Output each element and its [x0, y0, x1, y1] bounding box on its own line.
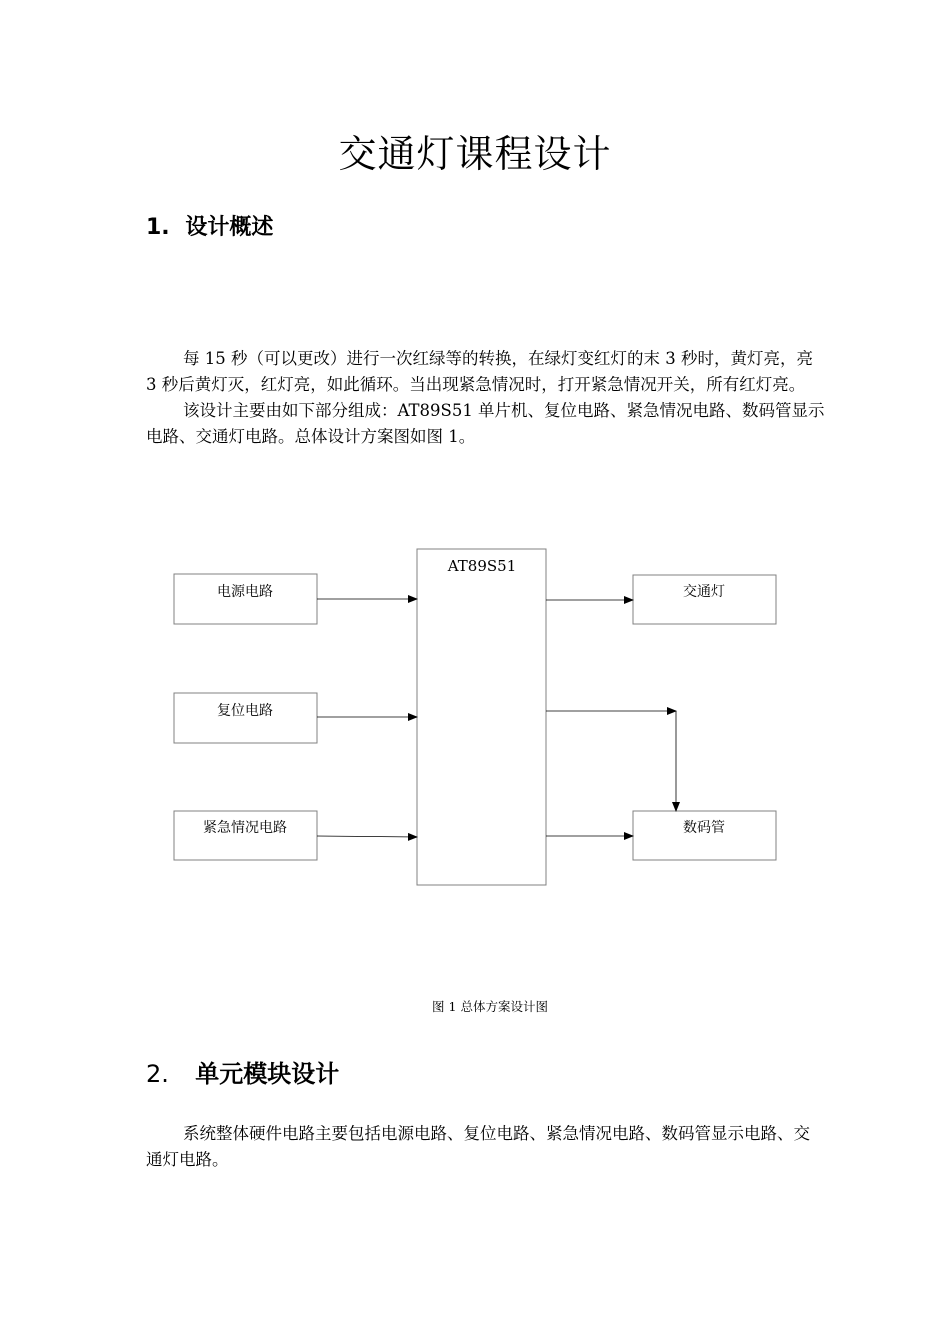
unit-paragraph: 系统整体硬件电路主要包括电源电路、复位电路、紧急情况电路、数码管显示电路、交通灯电路。: [146, 1124, 810, 1169]
emergency-circuit-label: 紧急情况电路: [203, 820, 287, 836]
reset-circuit-label: 复位电路: [217, 703, 273, 719]
figure-caption: 图 1 总体方案设计图: [432, 999, 548, 1014]
digital-tube-label: 数码管: [683, 820, 725, 836]
traffic-light-label: 交通灯: [683, 584, 725, 600]
section-2-heading: [146, 1057, 339, 1091]
section-2-title: 单元模块设计: [195, 1060, 340, 1088]
intro-paragraph-1: 每 15 秒（可以更改）进行一次红绿等的转换，在绿灯变红灯的末 3 秒时，黄灯亮，亮 3 秒后黄灯灭，红灯亮，如此循环。当出现紧急情况时，打开紧急情况开关，所有红灯亮。: [146, 349, 813, 394]
unit-text: [146, 1121, 826, 1173]
power-circuit-label: 电源电路: [217, 584, 273, 600]
section-1-number: 1.: [146, 215, 170, 240]
intro-paragraph-2: 该设计主要由如下部分组成：AT89S51 单片机、复位电路、紧急情况电路、数码管显示电路、交通灯电路。总体设计方案图如图 1。: [146, 401, 825, 446]
document-title: 交通灯课程设计: [338, 132, 612, 176]
mcu-block: [417, 549, 546, 885]
section-2-number: 2.: [146, 1060, 169, 1088]
mcu-label: AT89S51: [447, 557, 517, 575]
section-1-title: 设计概述: [185, 215, 274, 240]
arrow-emergency-to-mcu: [317, 836, 417, 837]
